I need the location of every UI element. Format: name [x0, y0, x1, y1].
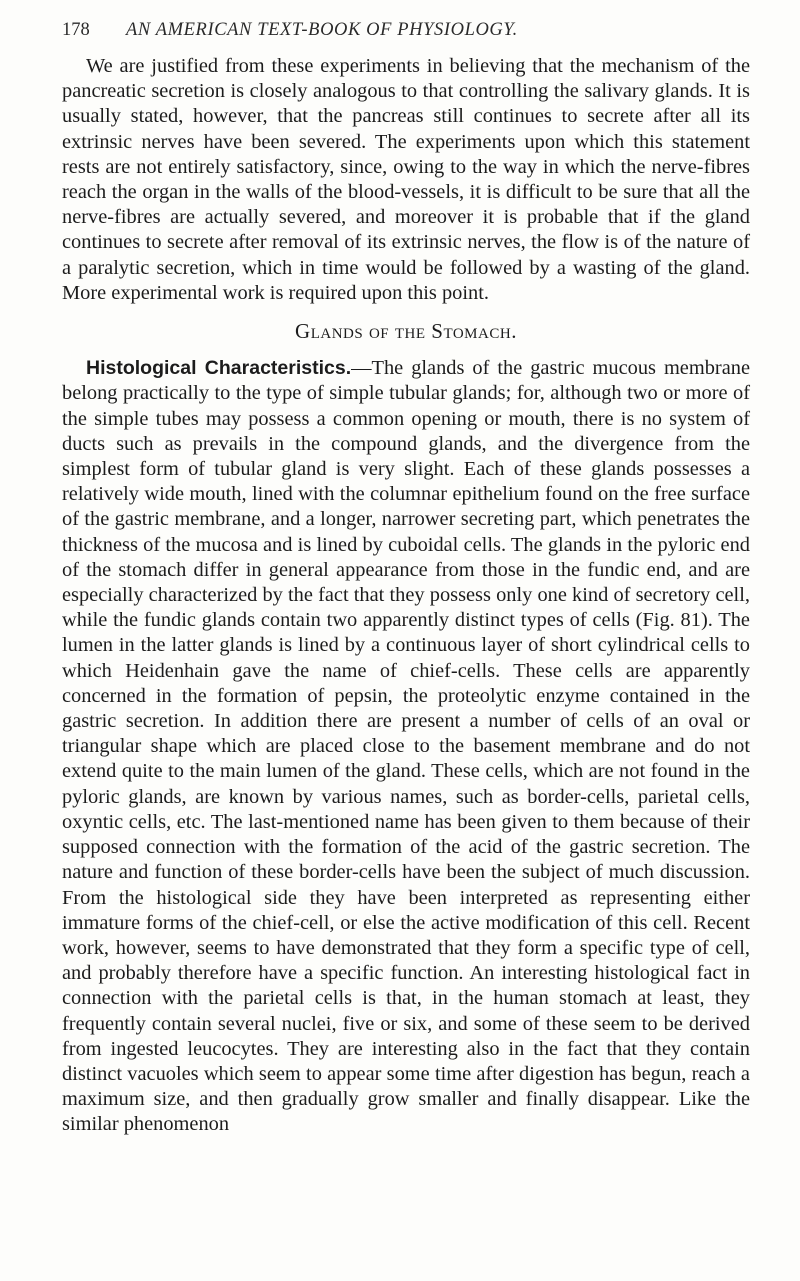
body-text — [62, 54, 750, 1138]
running-title: AN AMERICAN TEXT-BOOK OF PHYSIOLOGY. — [126, 20, 518, 40]
paragraph-histological-characteristics — [62, 356, 750, 1137]
paragraph-text: —The glands of the gastric mucous membrane belong practically to the type of simple tubular glands; for, although two or more of the simple tubes may possess a common opening or mouth, there is no system of ducts such as prevails in the compound glands, and the divergence from the simplest form of tubular gland is very slight. Each of these glands possesses a relatively wide mouth, lined with the columnar epithelium found on the free surface of the gastric membrane, and a longer, narrower secreting part, which penetrates the thickness of the mucosa and is lined by cuboidal cells. The glands in the pyloric end of the stomach differ in general appearance from those in the fundic end, and are especially characterized by the fact that they possess only one kind of secretory cell, while the fundic glands contain two apparently distinct types of cells (Fig. 81). The lumen in the latter glands is lined by a continuous layer of short cylindrical cells to which Heidenhain gave the name of chief-cells. These cells are apparently concerned in the formation of pepsin, the proteolytic enzyme contained in the gastric secretion. In addition there are present a number of cells of an oval or triangular shape which are placed close to the basement membrane and do not extend quite to the main lumen of the gland. These cells, which are not found in the pyloric glands, are known by various names, such as border-cells, parietal cells, oxyntic cells, etc. The last-mentioned name has been given to them because of their supposed connection with the formation of the acid of the gastric secretion. The nature and function of these border-cells have been the subject of much discussion. From the histological side they have been interpreted as representing either immature forms of the chief-cell, or else the active modification of this cell. Recent work, however, seems to have demonstrated that they form a specific type of cell, and probably therefore have a specific function. An interesting histological fact in connection with the parietal cells is that, in the human stomach at least, they frequently contain several nuclei, five or six, and some of these seem to be derived from ingested leucocytes. They are interesting also in the fact that they contain distinct vacuoles which seem to appear some time after digestion has begun, reach a maximum size, and then gradually grow smaller and finally disappear. Like the similar phenomenon — [62, 357, 750, 1136]
running-head — [62, 20, 750, 54]
run-in-heading: Histological Characteristics. — [86, 357, 352, 380]
page-number: 178 — [62, 20, 90, 40]
section-heading: Glands of the Stomach. — [295, 319, 517, 344]
paragraph-pancreatic-secretion: We are justified from these experiments in believing that the mechanism of the pancreatic secretion is closely analogous to that controlling the salivary glands. It is usually stated, however, that the pancreas still continues to secrete after all its extrinsic nerves have been severed. The experiments upon which this statement rests are not entirely satisfactory, since, owing to the way in which the nerve-fibres reach the organ in the walls of the blood-vessels, it is difficult to be sure that all the nerve-fibres are actually severed, and moreover it is probable that if the gland continues to secrete after removal of its extrinsic nerves, the flow is of the nature of a paralytic secretion, which in time would be followed by a wasting of the gland. More experimental work is required upon this point. — [62, 55, 750, 304]
